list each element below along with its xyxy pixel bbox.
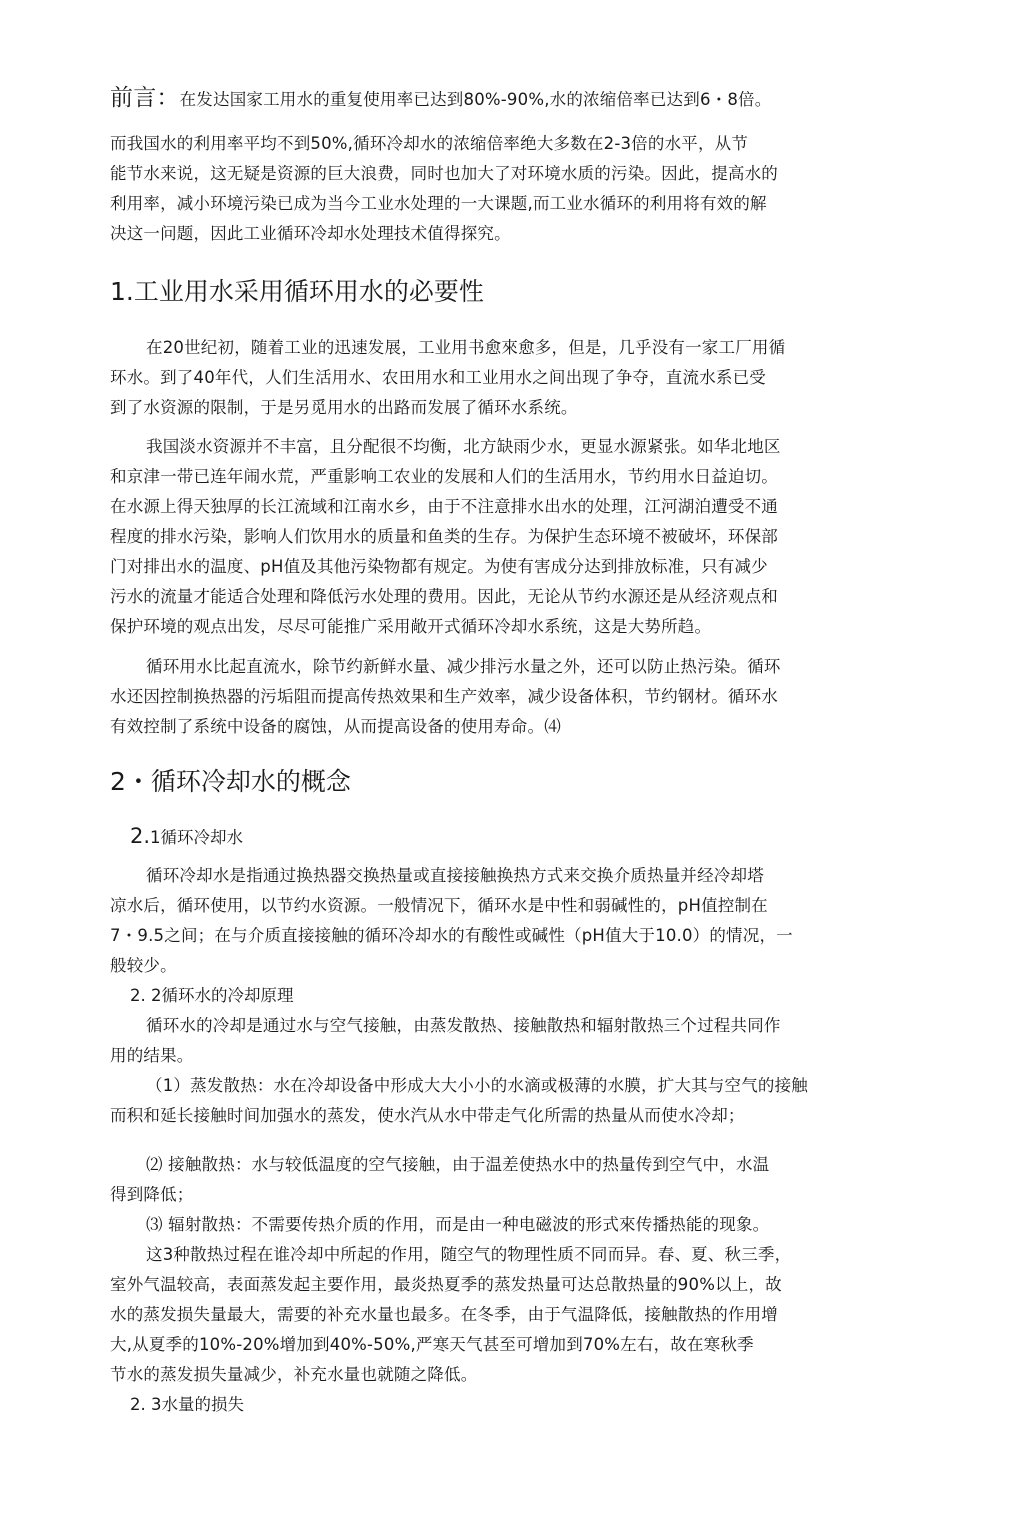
list-item-line: ⑵ 接触散热：水与较低温度的空气接触，由于温差使热水中的热量传到空气中，水温 bbox=[146, 1155, 770, 1174]
list-item-line: 得到降低； bbox=[110, 1185, 194, 1204]
subsection-2-3-heading: 2. 3水量的损失 bbox=[130, 1395, 244, 1414]
paragraph-line: 污水的流量才能适合处理和降低污水处理的费用。因此，无论从节约水源还是从经济观点和 bbox=[110, 587, 778, 606]
paragraph-line: 程度的排水污染，影响人们饮用水的质量和鱼类的生存。为保护生态环境不被破坏，环保部 bbox=[110, 527, 778, 546]
preface-line: 利用率，减小环境污染已成为当今工业水处理的一大课题,而工业水循环的利用将有效的解 bbox=[110, 194, 767, 213]
preface-line: 决这一问题，因此工业循环冷却水处理技术值得探究。 bbox=[110, 224, 511, 243]
paragraph-line: 水还因控制换热器的污垢阻而提高传热效果和生产效率，减少设备体积，节约钢材。循环水 bbox=[110, 687, 778, 706]
paragraph-line: 室外气温较高，表面蒸发起主要作用，最炎热夏季的蒸发热量可达总散热量的90%以上，故 bbox=[110, 1275, 782, 1294]
paragraph-line: 大,从夏季的10%-20%增加到40%-50%,严寒天气甚至可增加到70%左右，故在寒秋季 bbox=[110, 1335, 754, 1354]
list-item-line: （1）蒸发散热：水在冷却设备中形成大大小小的水滴或极薄的水膜，扩大其与空气的接触 bbox=[146, 1076, 808, 1095]
paragraph-line: 我国淡水资源并不丰富，且分配很不均衡，北方缺雨少水，更显水源紧张。如华北地区 bbox=[146, 437, 781, 456]
paragraph-line: 凉水后，循环使用，以节约水资源。一般情况下，循环水是中性和弱碱性的，pH值控制在 bbox=[110, 896, 768, 915]
paragraph-line: 用的结果。 bbox=[110, 1046, 194, 1065]
section-1-heading: 1.工业用水采用循环用水的必要性 bbox=[110, 277, 484, 306]
preface-first-text: 在发达国家工用水的重复使用率已达到80%-90%,水的浓缩倍率已达到6・8倍。 bbox=[179, 90, 772, 109]
paragraph-line: 有效控制了系统中设备的腐蚀，从而提高设备的使用寿命。⑷ bbox=[110, 717, 561, 736]
paragraph-line: 7・9.5之间；在与介质直接接触的循环冷却水的有酸性或碱性（pH值大于10.0）的情况，一 bbox=[110, 926, 793, 945]
preface-line: 能节水来说，这无疑是资源的巨大浪费，同时也加大了对环境水质的污染。因此，提高水的 bbox=[110, 164, 778, 183]
paragraph-line: 节水的蒸发损失量减少，补充水量也就随之降低。 bbox=[110, 1365, 478, 1384]
list-item-line: ⑶ 辐射散热：不需要传热介质的作用，而是由一种电磁波的形式來传播热能的现象。 bbox=[146, 1215, 770, 1234]
subsection-number: 2. bbox=[130, 824, 151, 848]
list-item-line: 而积和延长接触时间加强水的蒸发，使水汽从水中带走气化所需的热量从而使水冷却； bbox=[110, 1106, 745, 1125]
preface-first-line bbox=[110, 86, 771, 112]
paragraph-line: 门对排出水的温度、pH值及其他污染物都有规定。为使有害成分达到排放标准，只有减少 bbox=[110, 557, 768, 576]
section-2-heading: 2・循环冷却水的概念 bbox=[110, 767, 351, 796]
paragraph-line: 环水。到了40年代，人们生活用水、农田用水和工业用水之间出现了争夺，直流水系已受 bbox=[110, 368, 766, 387]
preface-label: 前言： bbox=[110, 85, 180, 111]
paragraph-line: 在20世纪初，随着工业的迅速发展，工业用书愈來愈多，但是，几乎没有一家工厂用循 bbox=[146, 338, 786, 357]
paragraph-line: 和京津一带已连年闹水荒，严重影响工农业的发展和人们的生活用水，节约用水日益迫切。 bbox=[110, 467, 778, 486]
paragraph-line: 般较少。 bbox=[110, 956, 177, 975]
preface-line: 而我国水的利用率平均不到50%,循环冷却水的浓缩倍率绝大多数在2-3倍的水平，从节 bbox=[110, 134, 749, 153]
subsection-title: 1循环冷却水 bbox=[150, 828, 244, 847]
paragraph-line: 这3种散热过程在谁冷却中所起的作用，随空气的物理性质不同而异。春、夏、秋三季， bbox=[146, 1245, 792, 1264]
paragraph-line: 保护环境的观点出发，尽尽可能推广采用敞开式循环冷却水系统，这是大势所趋。 bbox=[110, 617, 712, 636]
paragraph-line: 循环冷却水是指通过换热器交换热量或直接接触换热方式来交换介质热量并经冷却塔 bbox=[146, 866, 764, 885]
paragraph-line: 水的蒸发损失量最大，需要的补充水量也最多。在冬季，由于气温降低，接触散热的作用增 bbox=[110, 1305, 778, 1324]
paragraph-line: 在水源上得天独厚的长江流域和江南水乡，由于不注意排水出水的处理，江河湖泊遭受不通 bbox=[110, 497, 778, 516]
subsection-2-1-heading bbox=[130, 824, 243, 850]
paragraph-line: 循环用水比起直流水，除节约新鲜水量、减少排污水量之外，还可以防止热污染。循环 bbox=[146, 657, 781, 676]
subsection-2-2-heading: 2. 2循环水的冷却原理 bbox=[130, 986, 294, 1005]
paragraph-line: 到了水资源的限制，于是另觅用水的出路而发展了循环水系统。 bbox=[110, 398, 578, 417]
paragraph-line: 循环水的冷却是通过水与空气接触，由蒸发散热、接触散热和辐射散热三个过程共同作 bbox=[146, 1016, 781, 1035]
